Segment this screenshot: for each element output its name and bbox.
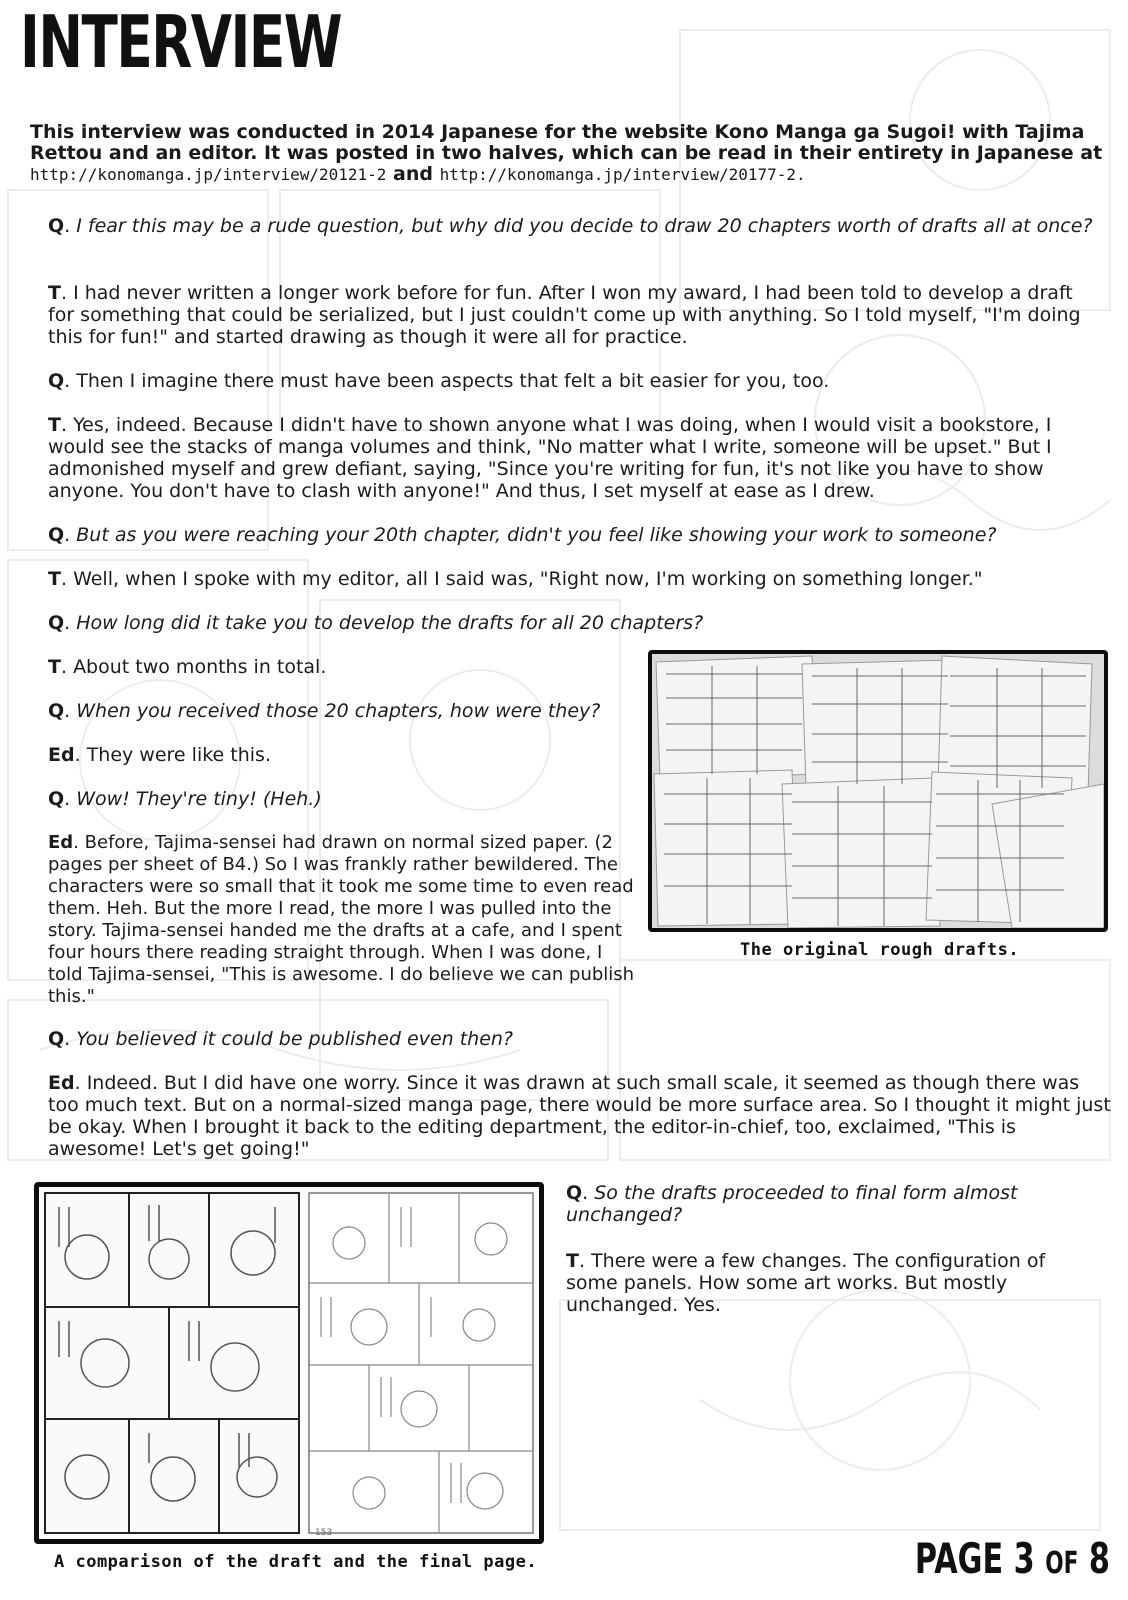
speaker-label: Q xyxy=(566,1182,583,1204)
dialogue-entry: Q. When you received those 20 chapters, how were they? xyxy=(48,700,601,722)
dialogue-entry: T. Well, when I spoke with my editor, all I said was, "Right now, I'm working on something longer." xyxy=(48,568,983,590)
dialogue-text: Well, when I spoke with my editor, all I said was, "Right now, I'm working on something longer." xyxy=(73,568,983,590)
dialogue-text: Then I imagine there must have been aspects that felt a bit easier for you, too. xyxy=(76,370,830,392)
page-title: INTERVIEW xyxy=(20,0,342,84)
dialogue-text: I fear this may be a rude question, but why did you decide to draw 20 chapters worth of drafts all at once? xyxy=(76,215,1093,237)
dialogue-text: I had never written a longer work before for fun. After I won my award, I had been told to develop a draft for something that could be serialized, but I just couldn't come up with anything. So I told myself, "I'm doing this for fun!" and started drawing as though it were all for practice. xyxy=(48,282,1081,348)
dialogue-text: Indeed. But I did have one worry. Since it was drawn at such small scale, it seemed as though there was too much text. But on a normal-sized manga page, there would be more surface area. So I thought it might just be okay. When I brought it back to the editing department, the editor-in-chief, too, exclaimed, "This is awesome! Let's get going!" xyxy=(48,1072,1111,1160)
dialogue-text: When you received those 20 chapters, how were they? xyxy=(76,700,601,722)
dialogue-text: But as you were reaching your 20th chapter, didn't you feel like showing your work to someone? xyxy=(76,524,997,546)
page-total: 8 xyxy=(1088,1534,1110,1583)
dialogue-entry: Q. How long did it take you to develop the drafts for all 20 chapters? xyxy=(48,612,704,634)
speaker-label: Q xyxy=(48,700,65,722)
speaker-label: T xyxy=(48,414,61,436)
dialogue-entry: Ed. They were like this. xyxy=(48,744,271,766)
page-indicator xyxy=(914,1534,1110,1583)
rough-drafts-illustration xyxy=(652,654,1104,928)
intro-paragraph xyxy=(30,122,1110,185)
dialogue-text: Yes, indeed. Because I didn't have to shown anyone what I was doing, when I would visit a bookstore, I would see the stacks of manga volumes and think, "No matter what I write, someone will be upset." But I admonished myself and grew defiant, saying, "Since you're writing for fun, it's not like you have to show anyone. You don't have to clash with anyone!" And thus, I set myself at ease as I drew. xyxy=(48,414,1052,502)
dialogue-entry: Q. Wow! They're tiny! (Heh.) xyxy=(48,788,322,810)
comparison-illustration xyxy=(39,1187,539,1539)
page-current: 3 xyxy=(1013,1534,1035,1583)
speaker-label: T xyxy=(566,1250,579,1272)
dialogue-entry: T. About two months in total. xyxy=(48,656,327,678)
comparison-caption: A comparison of the draft and the final page. xyxy=(54,1552,538,1572)
dialogue-text: How long did it take you to develop the drafts for all 20 chapters? xyxy=(76,612,704,634)
page-word: PAGE xyxy=(914,1534,1004,1583)
dialogue-entry: Ed. Indeed. But I did have one worry. Since it was drawn at such small scale, it seemed as though there was too much text. But on a normal-sized manga page, there would be more surface area. So I thought it might just be okay. When I brought it back to the editing department, the editor-in-chief, too, exclaimed, "This is awesome! Let's get going!" xyxy=(48,1072,1111,1160)
page-of-word: OF xyxy=(1045,1546,1079,1581)
dialogue-entry: Q. You believed it could be published even then? xyxy=(48,1028,514,1050)
dialogue-entry: Q. But as you were reaching your 20th chapter, didn't you feel like showing your work to someone? xyxy=(48,524,997,546)
dialogue-text: Wow! They're tiny! (Heh.) xyxy=(76,788,322,810)
rough-drafts-photo xyxy=(648,650,1108,932)
speaker-label: Q xyxy=(48,215,65,237)
speaker-label: T xyxy=(48,568,61,590)
dialogue-text: About two months in total. xyxy=(73,656,327,678)
interview-link-2[interactable]: http://konomanga.jp/interview/20177-2. xyxy=(439,165,806,184)
dialogue-text: So the drafts proceeded to final form almost unchanged? xyxy=(566,1182,1018,1226)
speaker-label: Q xyxy=(48,612,65,634)
dialogue-entry: T. I had never written a longer work before for fun. After I won my award, I had been told to develop a draft for something that could be serialized, but I just couldn't come up with anything. So I told myself, "I'm doing this for fun!" and started drawing as though it were all for practice. xyxy=(48,282,1081,348)
dialogue-text: You believed it could be published even then? xyxy=(76,1028,514,1050)
intro-joiner: and xyxy=(393,163,433,185)
dialogue-text: There were a few changes. The configuration of some panels. How some art works. But mostly unchanged. Yes. xyxy=(566,1250,1046,1316)
dialogue-entry: Q. So the drafts proceeded to final form almost unchanged? xyxy=(566,1182,1018,1226)
dialogue-text: Before, Tajima-sensei had drawn on normal sized paper. (2 pages per sheet of B4.) So I was frankly rather bewildered. The characters were so small that it took me some time to even read them. Heh. But the more I read, the more I was pulled into the story. Tajima-sensei handed me the drafts at a cafe, and I spent four hours there reading straight through. When I was done, I told Tajima-sensei, "This is awesome. I do believe we can publish this." xyxy=(48,832,635,1007)
dialogue-entry: Q. I fear this may be a rude question, but why did you decide to draw 20 chapters worth of drafts all at once? xyxy=(48,215,1093,237)
speaker-label: Ed xyxy=(48,744,75,766)
speaker-label: Q xyxy=(48,370,65,392)
speaker-label: Q xyxy=(48,788,65,810)
speaker-label: Q xyxy=(48,524,65,546)
intro-text: This interview was conducted in 2014 Japanese for the website Kono Manga ga Sugoi! with Tajima Rettou and an editor. It was posted in two halves, which can be read in their entirety in Japanese at xyxy=(30,121,1103,164)
speaker-label: Ed xyxy=(48,832,74,853)
dialogue-entry: T. There were a few changes. The configuration of some panels. How some art works. But mostly unchanged. Yes. xyxy=(566,1250,1046,1316)
speaker-label: T xyxy=(48,656,61,678)
speaker-label: T xyxy=(48,282,61,304)
drafts-caption: The original rough drafts. xyxy=(740,940,1020,960)
final-page-number: 153 xyxy=(315,1528,333,1538)
dialogue-entry: Ed. Before, Tajima-sensei had drawn on normal sized paper. (2 pages per sheet of B4.) So I was frankly rather bewildered. The characters were so small that it took me some time to even read them. Heh. But the more I read, the more I was pulled into the story. Tajima-sensei handed me the drafts at a cafe, and I spent four hours there reading straight through. When I was done, I told Tajima-sensei, "This is awesome. I do believe we can publish this." xyxy=(48,832,635,1007)
dialogue-text: They were like this. xyxy=(86,744,271,766)
interview-link-1[interactable]: http://konomanga.jp/interview/20121-2 xyxy=(30,165,387,184)
dialogue-entry: T. Yes, indeed. Because I didn't have to shown anyone what I was doing, when I would visit a bookstore, I would see the stacks of manga volumes and think, "No matter what I write, someone will be upset." But I admonished myself and grew defiant, saying, "Since you're writing for fun, it's not like you have to show anyone. You don't have to clash with anyone!" And thus, I set myself at ease as I drew. xyxy=(48,414,1052,502)
speaker-label: Q xyxy=(48,1028,65,1050)
dialogue-entry: Q. Then I imagine there must have been aspects that felt a bit easier for you, too. xyxy=(48,370,830,392)
speaker-label: Ed xyxy=(48,1072,75,1094)
draft-final-comparison xyxy=(34,1182,544,1544)
